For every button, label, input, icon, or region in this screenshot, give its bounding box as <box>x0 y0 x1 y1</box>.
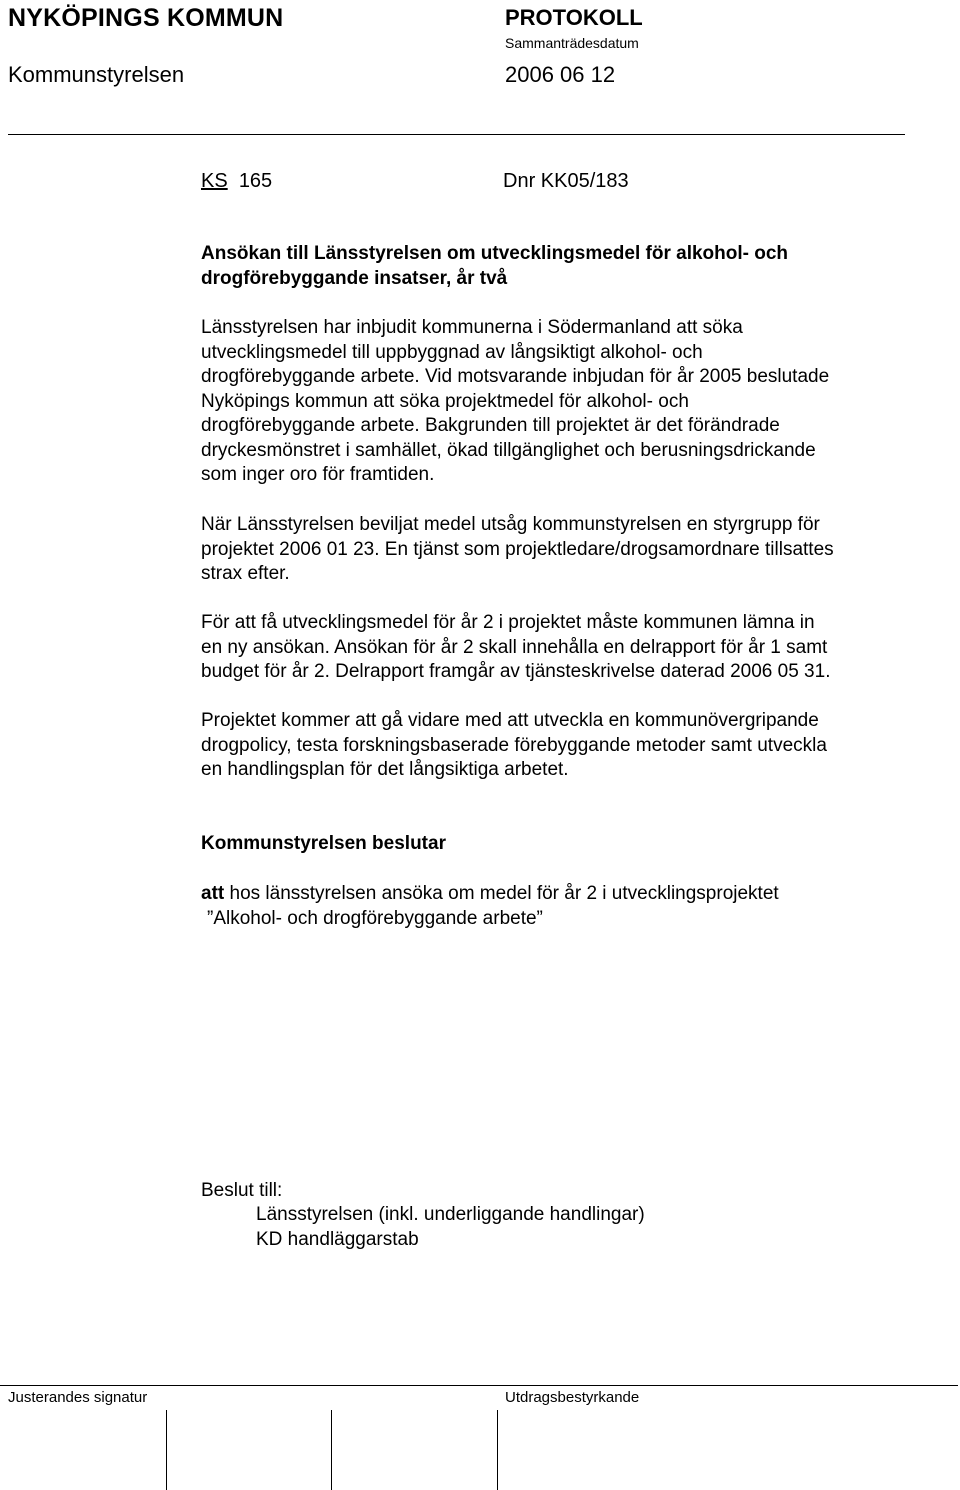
registry-number: Dnr KK05/183 <box>503 170 629 192</box>
text-line: Projektet kommer att gå vidare med att utveckla en kommunövergripande <box>201 710 819 731</box>
extract-certification-label: Utdragsbestyrkande <box>505 1389 640 1406</box>
document-title <box>201 242 931 291</box>
distribution-recipient: Länsstyrelsen (inkl. underliggande handlingar) <box>256 1204 645 1225</box>
text-line: projektet 2006 01 23. En tjänst som projektledare/drogsamordnare tillsattes <box>201 538 834 560</box>
paragraph-background <box>201 316 931 488</box>
text-line: strax efter. <box>201 563 290 584</box>
committee-name: Kommunstyrelsen <box>8 62 185 87</box>
footer-divider <box>0 1385 958 1386</box>
text-line: Länsstyrelsen har inbjudit kommunerna i Södermanland att söka <box>201 317 743 338</box>
decision-heading: Kommunstyrelsen beslutar <box>201 833 446 854</box>
paragraph-next-steps <box>201 709 931 783</box>
title-line: Ansökan till Länsstyrelsen om utvecklingsmedel för alkohol- och <box>201 243 789 264</box>
case-number-value <box>228 170 273 192</box>
text-line: Nyköpings kommun att söka projektmedel för alkohol- och <box>201 390 689 412</box>
meeting-date: 2006 06 12 <box>505 62 616 87</box>
text-line: För att få utvecklingsmedel för år 2 i projektet måste kommunen lämna in <box>201 612 815 633</box>
distribution-recipient: KD handläggarstab <box>256 1228 419 1250</box>
document-type: PROTOKOLL <box>505 5 643 30</box>
text-line: När Länsstyrelsen beviljat medel utsåg kommunstyrelsen en styrgrupp för <box>201 514 820 535</box>
paragraph-application <box>201 611 931 685</box>
decision-lead-word: att <box>201 883 225 904</box>
distribution-label: Beslut till: <box>201 1180 283 1201</box>
decision-line <box>201 882 931 907</box>
paragraph-steering-group <box>201 513 931 587</box>
decision-line-rest: hos länsstyrelsen ansöka om medel för år 2 i utvecklingsprojektet <box>224 883 779 904</box>
case-prefix: KS <box>201 170 228 192</box>
text-line: utvecklingsmedel till uppbyggnad av långsiktigt alkohol- och <box>201 341 703 363</box>
decision-project-name: ”Alkohol- och drogförebyggande arbete” <box>207 907 543 929</box>
distribution-list <box>256 1203 645 1252</box>
text-line: drogförebyggande arbete. Vid motsvarande inbjudan för år 2005 beslutade <box>201 366 830 387</box>
title-line: drogförebyggande insatser, år två <box>201 267 508 289</box>
organization-name: NYKÖPINGS KOMMUN <box>8 4 284 32</box>
text-line: drogförebyggande arbete. Bakgrunden till projektet är det förändrade <box>201 415 780 436</box>
signature-box-divider <box>331 1410 332 1490</box>
decision-text <box>201 882 931 931</box>
text-line: som inger oro för framtiden. <box>201 464 435 485</box>
signature-label: Justerandes signatur <box>8 1389 148 1406</box>
case-number <box>201 170 272 193</box>
text-line: en handlingsplan för det långsiktiga arbetet. <box>201 759 569 780</box>
signature-box-divider <box>497 1410 498 1490</box>
case-number-text: 165 <box>238 170 273 192</box>
meeting-date-label: Sammanträdesdatum <box>505 35 639 51</box>
text-line: dryckesmönstret i samhället, ökad tillgänglighet och berusningsdrickande <box>201 439 816 461</box>
text-line: budget för år 2. Delrapport framgår av tjänsteskrivelse daterad 2006 05 31. <box>201 661 831 682</box>
header-divider <box>8 134 905 135</box>
text-line: drogpolicy, testa forskningsbaserade förebyggande metoder samt utveckla <box>201 734 827 756</box>
signature-box-divider <box>166 1410 167 1490</box>
text-line: en ny ansökan. Ansökan för år 2 skall innehålla en delrapport för år 1 samt <box>201 636 828 658</box>
